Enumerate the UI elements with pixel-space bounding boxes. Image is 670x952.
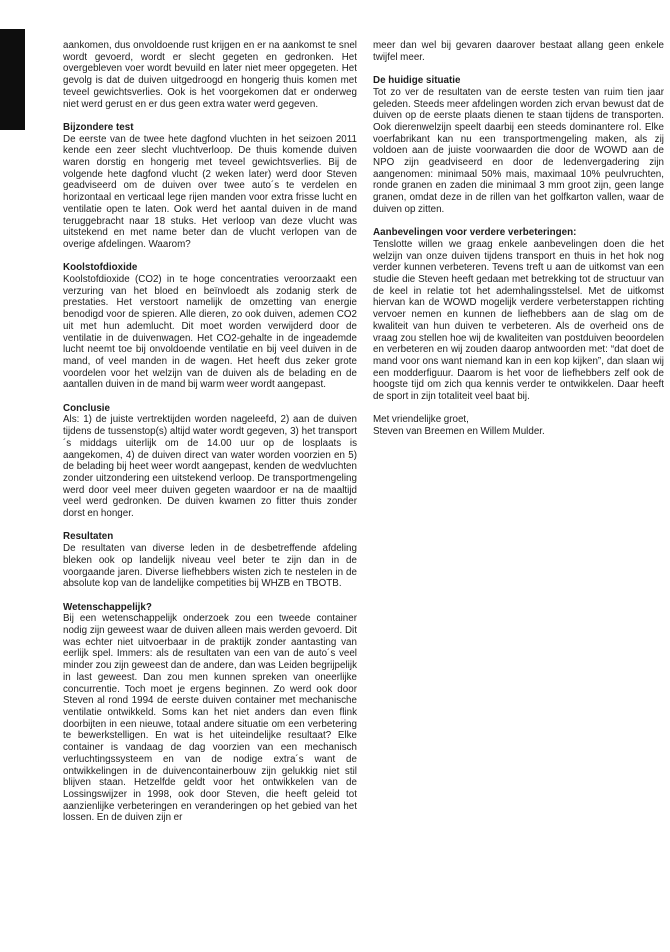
section-heading: De huidige situatie (373, 75, 461, 87)
closing-names: Steven van Breemen en Willem Mulder. (373, 426, 545, 438)
document-page (63, 40, 664, 824)
section-huidige-situatie (373, 75, 664, 215)
left-column (63, 40, 357, 824)
paragraph: De eerste van de twee hete dagfond vluchten in het seizoen 2011 kende een zeer slecht vluchtverloop. De thuis komende duiven waren dorstig en hongerig met teveel gewichtsverlies. Bij de volgende hete dagfond vlucht (2 weken later) werd door Steven geadviseerd om de duiven over twee auto´s te verdelen en horizontaal en verticaal lege rijen manden voor extra frisse lucht en ventilatie open te laten. Ook werd het aantal duiven in de mand teruggebracht naar 18 stuks. Het verloop van deze vlucht was uitstekend en met name beter dan de vlucht verlopen van de overige afdelingen. Waarom? (63, 133, 357, 250)
section-heading: Aanbevelingen voor verdere verbeteringen: (373, 227, 577, 239)
paragraph: Bij een wetenschappelijk onderzoek zou een tweede container nodig zijn geweest waar de duiven alleen mais werden gevoerd. Dit was echter niet uitvoerbaar in de praktijk zonder aantasting van eerlijk spel. Immers: als de resultaten van een van de auto´s veel minder zou zijn geweest dan de andere, dan was Leiden begrijpelijk in last geweest. Dan zou men kunnen spreken van oneerlijke concurrentie. Toch moet je ergens beginnen. Zo werd ook door Steven al rond 1994 de eerste duiven container met mechanische ventilatie ontwikkeld. Soms kan het niet anders dan even flink doorbijten in een nieuwe, totaal andere situatie om een verbetering te bewerkstelligen. En wat is het uiteindelijke resultaat? Elke container is vandaag de dag voorzien van een mechanisch verluchtingssysteem en van de nodige extra´s want de ontwikkelingen in de duivencontainerbouw zijn gelukkig niet stil blijven staan. Hetzelfde geldt voor het ontwikkelen van de Lossingswijzer in 1998, ook door Steven, die heeft geleid tot aanzienlijke verbeteringen en veranderingen op het gebied van het lossen. En de duiven zijn er (63, 613, 357, 824)
section-heading: Wetenschappelijk? (63, 601, 152, 613)
section-resultaten (63, 531, 357, 590)
paragraph: Als: 1) de juiste vertrektijden worden nageleefd, 2) aan de duiven tijdens de tussenstop(s) altijd water wordt gegeven, 3) het transport ´s middags uiterlijk om de 14.00 uur op de losplaats is aangekomen, 4) de duiven direct van water worden voorzien en 5) de belading bij heet weer wordt aangepast, kenden de wedvluchten zonder uitzondering een uitstekend verloop. De transportmengeling werd door veel meer duiven gegeten waardoor er na de maaltijd veel werd gedronken. De duiven kwamen zo fitter thuis zonder dorst en honger. (63, 414, 357, 520)
closing-salutation: Met vriendelijke groet, (373, 414, 469, 426)
section-intro-continuation-right (373, 40, 664, 63)
paragraph: aankomen, dus onvoldoende rust krijgen en er na aankomst te snel wordt gevoerd, wordt er slecht gegeten en gedronken. Het overgebleven voer wordt bevuild en later niet meer opgegeten. Het gevolg is dat de duiven uitgedroogd en hongerig thuis komen met teveel gewichtsverlies. Ook is het voorgekomen dat er onderweg niet werd gerust en er dus geen extra water werd gegeven. (63, 40, 357, 110)
section-bijzondere-test (63, 122, 357, 251)
paragraph: Koolstofdioxide (CO2) in te hoge concentraties veroorzaakt een verzuring van het bloed en beïnvloedt als zodanig sterk de prestaties. Het verstoort namelijk de omzetting van energie benodigd voor de spieren. Alle dieren, zo ook duiven, ademen CO2 uit met hun ademlucht. Dit moet worden verwijderd door de ventilatie in de duivenwagen. Het CO2-gehalte in de ingeademde lucht neemt toe bij onvoldoende ventilatie en bij veel duiven in de mand, of veel manden in de wagen. Het heeft dus zeker grote voordelen voor het welzijn van de duiven als de belading en de aantallen duiven in de mand bij warm weer wordt aangepast. (63, 274, 357, 391)
right-column (373, 40, 664, 824)
paragraph: Tenslotte willen we graag enkele aanbevelingen doen die het welzijn van onze duiven tijdens transport en thuis in het hok nog verder kunnen verbeteren. Tevens treft u aan de uitkomst van een studie die Steven heeft gedaan met betrekking tot de structuur van de keel in relatie tot het ademhalingsstelsel. Met de uitkomst hiervan kan de WOWD mogelijk verdere verbeterstappen richting vervoer nemen en kunnen de liefhebbers aan de slag om de kwaliteit van hun duiven te verbeteren. Als de overheid ons de vraag zou stellen hoe wij de kwaliteiten van postduiven beoordelen en verbeteren en wij zouden daarop antwoorden met: “dat doet de mand voor ons want niemand kan in een kop kijken”, dan slaan wij een modderfiguur. Daarom is het voor de liefhebbers zelf ook de hoogste tijd om zich qua kennis verder te ontwikkelen. Daar heeft de sport in zijn totaliteit veel baat bij. (373, 238, 664, 403)
closing-signature (373, 414, 664, 437)
section-wetenschappelijk (63, 602, 357, 824)
section-heading: Koolstofdioxide (63, 262, 138, 274)
section-intro-continuation (63, 40, 357, 110)
paragraph: De resultaten van diverse leden in de desbetreffende afdeling bleken ook op landelijk niveau veel beter te zijn dan in de voorgaande jaren. Diverse liefhebbers wisten zich te nestelen in de absolute kop van de landelijke competities bij WHZB en TBOTB. (63, 543, 357, 590)
scan-artifact-bar (0, 29, 25, 130)
section-heading: Conclusie (63, 402, 110, 414)
section-aanbevelingen (373, 227, 664, 403)
section-heading: Resultaten (63, 531, 114, 543)
section-heading: Bijzondere test (63, 121, 134, 133)
paragraph: Tot zo ver de resultaten van de eerste testen van ruim tien jaar geleden. Steeds meer afdelingen worden zich ervan bewust dat de duiven op de eerste plaats dienen te staan tijdens de transporten. Ook dierenwelzijn speelt daarbij een steeds dominantere rol. Elke voerfabrikant kan nu een transportmengeling maken, als zij voldoen aan de juiste voorwaarden die door de WOWD aan de NPO zijn geadviseerd en door de ledenvergadering zijn aangenomen: minimaal 50% mais, maximaal 10% peulvruchten, ronde granen en zaden die minimaal 3 mm groot zijn, geen lange granen, omdat deze in de rillen van het golfkarton vallen, waar de duiven op zitten. (373, 86, 664, 215)
section-conclusie (63, 403, 357, 520)
paragraph: meer dan wel bij gevaren daarover bestaat allang geen enkele twijfel meer. (373, 40, 664, 63)
section-koolstofdioxide (63, 262, 357, 391)
